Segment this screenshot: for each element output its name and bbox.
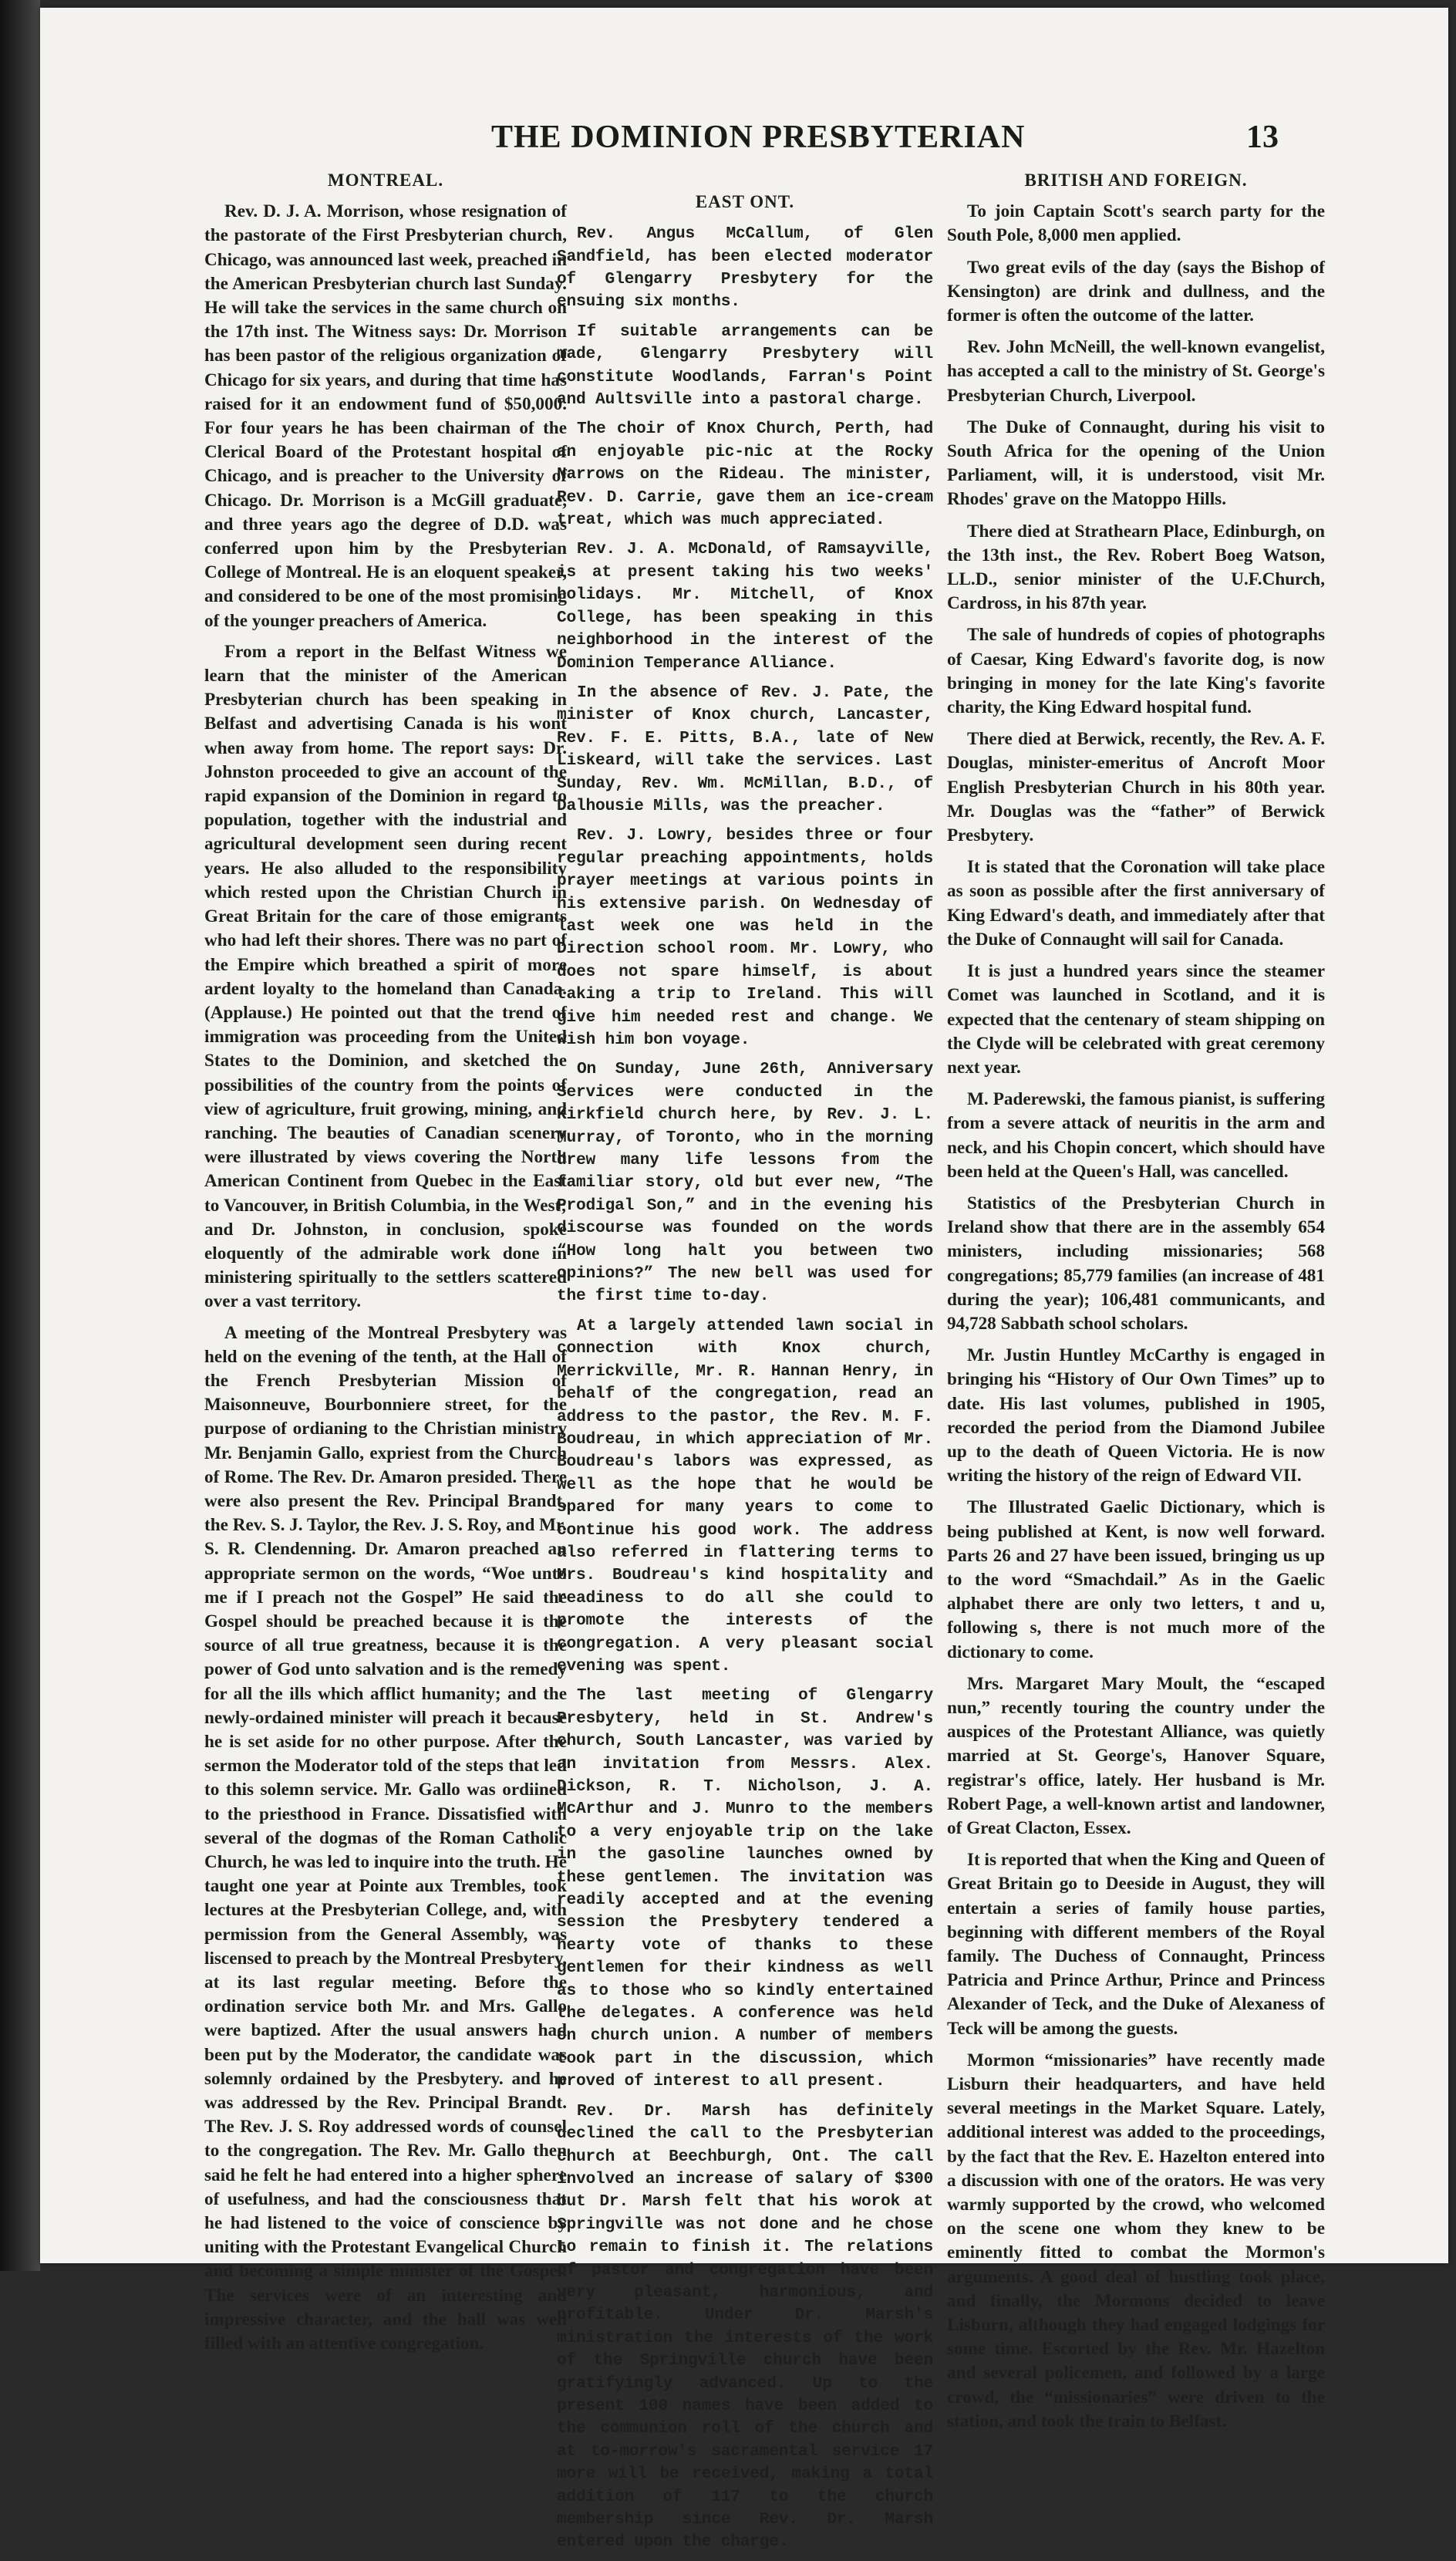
article-paragraph: The Duke of Connaught, during his visit to South Africa for the opening of the Union Parliament, will, it is understood, visit Mr. Rhodes' grave on the Matoppo Hills. <box>947 417 1325 510</box>
article-paragraph: It is just a hundred years since the steamer Comet was launched in Scotland, and it is expected that the centenary of steam shipping on the Clyde will be celebrated with great ceremony next year. <box>947 961 1325 1078</box>
article-paragraph: At a largely attended lawn social in connection with Knox church, Merrickville, Mr. R. Hannan Henry, in behalf of the congregation, read an address to the pastor, the Rev. M. F. Boudreau, in which appreciation of Mr. Boudreau's labors was expressed, as well as the hope that he would be spared for many years to come to continue his good work. The address also referred in flattering terms to Mrs. Boudreau's kind hospitality and readiness to do all she could to promote the interests of the congregation. A very pleasant social evening was spent. <box>557 1316 933 1675</box>
article-paragraph: Mr. Justin Huntley McCarthy is engaged in bringing his “History of Our Own Times” up to date. His last volumes, published in 1905, recorded the period from the Diamond Jubilee up to the death of Queen Victoria. He is now writing the history of the reign of Edward VII. <box>947 1345 1325 1486</box>
article-paragraph: A meeting of the Montreal Presbytery was held on the evening of the tenth, at the Hall of the French Presbyterian Mission of Maisonneuve, Bourbonniere street, for the purpose of ordianing to the Christian ministry Mr. Benjamin Gallo, expriest from the Church of Rome. The Rev. Dr. Amaron presided. There were also present the Rev. Principal Brandt, the Rev. S. J. Taylor, the Rev. J. S. Roy, and Mr. S. R. Clendenning. Dr. Amaron preached an appropriate sermon on the words, “Woe unto me if I preach not the Gospel” He said the Gospel should be preached because it is the source of all true greatness, because it is the power of God unto salvation and is the remedy for all the ills which afflict humanity; and the newly-ordained minister will preach it because he is set aside for no other purpose. After the sermon the Moderator told of the steps that led to this solemn service. Mr. Gallo was ordiined to the priesthood in France. Dissatisfied with several of the dogmas of the Roman Catholic Church, he was led to inquire into the truth. He taught one year at Pointe aux Trembles, took lectures at the Presbyterian College, and, with permission from the General Assembly, was liscensed to preach by the Montreal Presbytery, at its last regular meeting. Before the ordination service both Mr. and Mrs. Gallo were baptized. After the usual answers had been put by the Moderator, the candidate was solemnly ordained by the Presbytery. and he was addressed by the Rev. Principal Brandt. The Rev. J. S. Roy addressed words of counsel to the congregation. The Rev. Mr. Gallo then said he felt he had entered into a higher sphere of usefulness, and had the consciousness that he had listened to the voice of conscience by uniting with the Protestant Evangelical Church and becoming a simple minister of the Gospel. The services were of an interesting and impressive character, and the hall was well filled with an attentive congregation. <box>204 1322 568 2354</box>
article-paragraph: From a report in the Belfast Witness we learn that the minister of the American Presbyterian church has been speaking in Belfast and advertising Canada is his wont when away from home. The report says: Dr. Johnston proceeded to give an account of the rapid expansion of the Dominion in regard to population, together with the industrial and agricultural development seen during recent years. He also alluded to the responsibility which rested upon the Christian Church in Great Britain for the care of those emigrants who had left their shores. There was no part of the Empire which breathed a spirit of more ardent loyalty to the homeland than Canada. (Applause.) He pointed out that the trend of immigration was proceeding from the United States to the Dominion, and sketched the possibilities of the country from the points of view of agriculture, fruit growing, mining, and ranching. The beauties of Canadian scenery were illustrated by views covering the North American Continent from Quebec in the East to Vancouver, in British Columbia, in the West; and Dr. Johnston, in conclusion, spoke eloquently of the admirable work done in ministering spiritually to the settlers scattered over a vast territory. <box>204 641 567 1312</box>
article-paragraph: Rev. John McNeill, the well-known evangelist, has accepted a call to the ministry of St. George's Presbyterian Church, Liverpool. <box>947 337 1325 406</box>
article-paragraph: Mormon “missionaries” have recently made Lisburn their headquarters, and have held several meetings in the Market Square. Lately, additional interest was added to the proceedings, by the fact that the Rev. E. Hazelton entered into a discussion with one of the orators. He was very warmly supported by the crowd, who welcomed on the scene one whom they knew to be eminently fitted to combat the Mormon's arguments. A good deal of hustling took place, and finally, the Mormons decided to leave Lisburn, although they had engaged lodgings for some time. Escorted by the Rev. Mr. Hazelton and several policemen, and followed by a large crowd, the “missionaries” were driven to the station, and took the train to Belfast. <box>947 2050 1325 2431</box>
newspaper-page <box>40 8 1448 2552</box>
article-paragraph: There died at Strathearn Place, Edinburgh, on the 13th inst., the Rev. Robert Boeg Watson, LL.D., senior minister of the U.F.Church, Cardross, in his 87th year. <box>947 521 1325 614</box>
article-paragraph: Two great evils of the day (says the Bishop of Kensington) are drink and dullness, and the former is often the outcome of the latter. <box>947 257 1325 326</box>
scan-binding-edge <box>0 0 40 2271</box>
article-paragraph: If suitable arrangements can be made, Glengarry Presbytery will constitute Woodlands, Farran's Point and Aultsville into a pastoral charge. <box>557 322 933 410</box>
article-paragraph: Statistics of the Presbyterian Church in Ireland show that there are in the assembly 654 ministers, including missionaries; 568 congregations; 85,779 families (an increase of 481 during the year); 106,481 communicants, and 94,728 Sabbath school scholars. <box>947 1193 1325 1334</box>
article-paragraph: Rev. J. A. McDonald, of Ramsayville, is at present taking his two weeks' holidays. Mr. Mitchell, of Knox College, has been speaking in this neighborhood in the interest of the Dominion Temperance Alliance. <box>557 540 933 673</box>
article-paragraph: The last meeting of Glengarry Presbytery, held in St. Andrew's church, South Lancaster, was varied by an invitation from Messrs. Alex. Dickson, R. T. Nicholson, J. A. McArthur and J. Munro to the members to a very enjoyable trip on the lake in the gasoline launches owned by these gentlemen. The invitation was readily accepted and at the evening session the Presbytery tendered a hearty vote of thanks to these gentlemen for their kindness as well as to those who so kindly entertained the delegates. A conference was held on church union. A number of members took part in the discussion, which proved of interest to all present. <box>557 1686 933 2091</box>
section-heading-east-ont: EAST ONT. <box>695 192 795 211</box>
article-paragraph: On Sunday, June 26th, Anniversary Services were conducted in the Kirkfield church here, by Rev. J. L. Murray, of Toronto, who in the morning drew many life lessons from the familiar story, old but ever new, “The Prodigal Son,” and in the evening his discourse was founded on the words “How long halt you between two opinions?” The new bell was used for the first time to-day. <box>557 1060 933 1306</box>
article-paragraph: The Illustrated Gaelic Dictionary, which is being published at Kent, is now well forward. Parts 26 and 27 have been issued, bringing us up to the word “Smachdail.” As in the Gaelic alphabet there are only two letters, t and u, following s, there is not much more of the dictionary to come. <box>947 1497 1325 1662</box>
article-paragraph: Rev. J. Lowry, besides three or four regular preaching appointments, holds prayer meetings at various points in his extensive parish. On Wednesday of last week one was held in the Direction school room. Mr. Lowry, who does not spare himself, is about taking a trip to Ireland. This will give him needed rest and change. We wish him bon voyage. <box>557 826 933 1050</box>
article-paragraph: Rev. Dr. Marsh has definitely declined the call to the Presbyterian church at Beechburgh, Ont. The call involved an increase of salary of $300 but Dr. Marsh felt that his worok at Springville was not done and he chose to remain to finish it. The relations of pastor and congregation have been very pleasant, harmonious, and profitable. Under Dr. Marsh's ministration the interests of the work of the Springville church have been gratifyingly advanced. Up to the present 100 names have been added to the communion roll of the church and at to-morrow's sacramental service 17 more will be received, making a total addition of 117 to the church membership since Rev. Dr. Marsh entered upon the charge. <box>557 2101 933 2552</box>
article-paragraph: The choir of Knox Church, Perth, had an enjoyable pic-nic at the Rocky Narrows on the Rideau. The minister, Rev. D. Carrie, gave them an ice-cream treat, which was much appreciated. <box>557 420 933 530</box>
article-paragraph: Rev. Angus McCallum, of Glen Sandfield, has been elected moderator of Glengarry Presbytery for the ensuing six months. <box>557 224 933 312</box>
article-paragraph: In the absence of Rev. J. Pate, the minister of Knox church, Lancaster, Rev. F. E. Pitts, B.A., late of New Liskeard, will take the services. Last Sunday, Rev. Wm. McMillan, B.D., of Dalhousie Mills, was the preacher. <box>557 683 933 815</box>
article-paragraph: The sale of hundreds of copies of photographs of Caesar, King Edward's favorite dog, is now bringing in money for the late King's favorite charity, the King Edward hospital fund. <box>947 625 1325 718</box>
section-heading-british-and-foreign: BRITISH AND FOREIGN. <box>1024 170 1248 190</box>
article-paragraph: There died at Berwick, recently, the Rev. A. F. Douglas, minister-emeritus of Ancroft Moor English Presbyterian Church in his 80th year. Mr. Douglas was the “father” of Berwick Presbytery. <box>947 729 1325 846</box>
article-paragraph: It is stated that the Coronation will take place as soon as possible after the first anniversary of King Edward's death, and immediately after that the Duke of Connaught will sail for Canada. <box>947 857 1325 950</box>
article-paragraph: To join Captain Scott's search party for the South Pole, 8,000 men applied. <box>947 201 1325 246</box>
column-montreal <box>204 168 567 2363</box>
page-number: 13 <box>1246 120 1279 155</box>
section-heading-montreal: MONTREAL. <box>327 170 444 190</box>
column-british-and-foreign <box>947 168 1325 2441</box>
article-paragraph: Rev. D. J. A. Morrison, whose resignation of the pastorate of the First Presbyterian church, Chicago, was announced last week, preached in the American Presbyterian church last Sunday. He will take the services in the same church on the 17th inst. The Witness says: Dr. Morrison has been pastor of the religious organization of Chicago for six years, and during that time has raised for it an endowment fund of $50,000. For four years he has been chairman of the Clerical Board of the Protestant hospital of Chicago, and is preacher to the University of Chicago. Dr. Morrison is a McGill graduate, and three years ago the degree of D.D. was conferred upon him by the Presbyterian College of Montreal. He is an eloquent speaker, and considered to be one of the most promising of the younger preachers of America. <box>204 201 567 631</box>
article-paragraph: It is reported that when the King and Queen of Great Britain go to Deeside in August, they will entertain a series of family house parties, beginning with different members of the Royal family. The Duchess of Connaught, Princess Patricia and Prince Arthur, Prince and Princess Alexander of Teck, and the Duke of Alexaness of Teck will be among the guests. <box>947 1850 1325 2039</box>
page-title: THE DOMINION PRESBYTERIAN <box>491 120 1026 155</box>
column-east-ont <box>557 190 933 2561</box>
article-paragraph: M. Paderewski, the famous pianist, is suffering from a severe attack of neuritis in the arm and neck, and his Chopin concert, which should have been held at the Queen's Hall, was cancelled. <box>947 1089 1325 1182</box>
article-paragraph: Mrs. Margaret Mary Moult, the “escaped nun,” recently touring the country under the auspices of the Protestant Alliance, was quietly married at St. George's, Hanover Square, registrar's office, lately. Her husband is Mr. Robert Page, a well-known artist and landowner, of Great Clacton, Essex. <box>947 1673 1325 1838</box>
